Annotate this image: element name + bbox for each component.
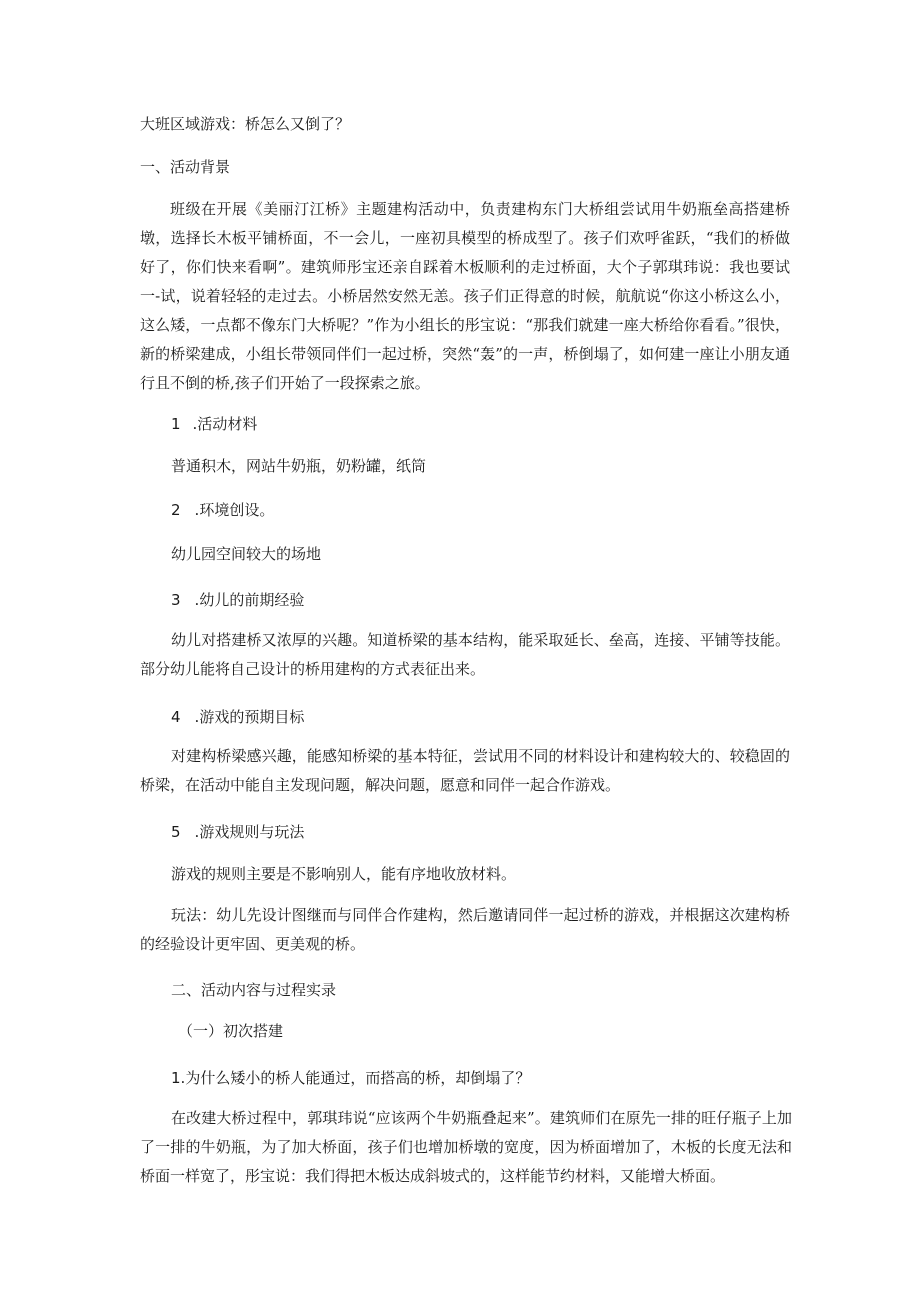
item-number: 2 [171,501,181,519]
process-paragraph: 在改建大桥过程中，郭琪玮说“应该两个牛奶瓶叠起来”。建筑师们在原先一排的旺仔瓶子上加了一排的牛奶瓶，为了加大桥面，孩子们也增加桥墩的宽度，因为桥面增加了，木板的长度无法和桥面一样宽了，彤宝说：我们得把木板达成斜坡式的，这样能节约材料，又能增大桥面。 [140,1109,792,1185]
item-label: .环境创设。 [194,501,275,519]
item-rules-text: 游戏的规则主要是不影响别人，能有序地收放材料。 [171,865,517,883]
item-number: 4 [171,708,181,726]
item-number: 3 [171,591,181,609]
item-play-text: 玩法：幼儿先设计图继而与同伴合作建构，然后邀请同伴一起过桥的游戏，并根据这次建构桥的经验设计更牢固、更美观的桥。 [140,906,790,953]
item-label: .幼儿的前期经验 [194,591,305,609]
item-materials-text: 普通积木，网站牛奶瓶，奶粉罐，纸筒 [171,457,427,475]
section-heading-process: 二、活动内容与过程实录 [171,981,337,999]
item-label: .活动材料 [192,415,258,433]
item-experience-text: 幼儿对搭建桥又浓厚的兴趣。知道桥梁的基本结构，能采取延长、垒高，连接、平铺等技能。部分幼儿能将自己设计的桥用建构的方式表征出来。 [140,631,790,678]
section-heading-background: 一、活动背景 [140,158,231,176]
item-goals-text: 对建构桥梁感兴趣，能感知桥梁的基本特征，尝试用不同的材料设计和建构较大的、较稳固的桥梁，在活动中能自主发现问题，解决问题，愿意和同伴一起合作游戏。 [140,747,790,794]
item-label: .游戏的预期目标 [194,708,305,726]
item-materials-heading [171,414,257,434]
question-number: 1. [171,1069,186,1087]
question-heading [171,1068,530,1088]
sub-heading-first-build: （一）初次搭建 [178,1022,284,1040]
item-rules-heading [171,822,304,842]
item-number: 1 [171,415,181,433]
question-text: 为什么矮小的桥人能通过，而搭高的桥，却倒塌了？ [185,1069,531,1087]
item-label: .游戏规则与玩法 [194,823,305,841]
background-paragraph: 班级在开展《美丽汀江桥》主题建构活动中，负责建构东门大桥组尝试用牛奶瓶垒高搭建桥墩，选择长木板平铺桥面，不一会儿，一座初具模型的桥成型了。孩子们欢呼雀跃，“我们的桥做好了，你们快来看啊”。建筑师彤宝还亲自踩着木板顺利的走过桥面，大个子郭琪玮说：我也要试一-试，说着轻轻的走过去。小桥居然安然无恙。孩子们正得意的时候，航航说“你这小桥这么小，这么矮，一点都不像东门大桥呢？”作为小组长的彤宝说：“那我们就建一座大桥给你看看。”很快，新的桥梁建成，小组长带领同伴们一起过桥，突然“轰”的一声，桥倒塌了，如何建一座让小朋友通行且不倒的桥,孩子们开始了一段探索之旅。 [140,200,790,392]
item-number: 5 [171,823,181,841]
item-environment-heading [171,500,274,520]
item-experience-heading [171,590,304,610]
document-title: 大班区域游戏：桥怎么又倒了？ [140,115,351,133]
item-goals-heading [171,707,304,727]
item-environment-text: 幼儿园空间较大的场地 [171,545,322,563]
